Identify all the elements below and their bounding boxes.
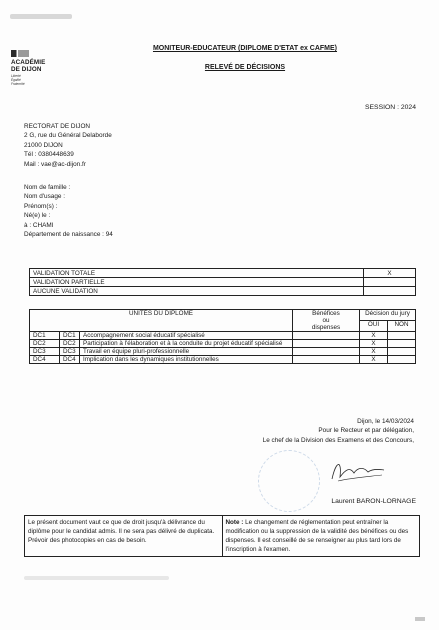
redacted-header-text	[10, 14, 72, 19]
document-title: MONITEUR-EDUCATEUR (DIPLOME D'ETAT ex CAFME)	[152, 45, 338, 52]
rectorat-address: RECTORAT DE DIJON 2 G, rue du Général Delaborde 21000 DIJON Tél : 0380448639 Mail : vae@ac-dijon.fr	[24, 123, 112, 168]
validation-label: AUCUNE VALIDATION	[30, 287, 364, 296]
note-left: Le présent document vaut ce que de droit jusqu'à délivrance du diplôme pour le candidat admis. Il ne sera pas délivré de duplicata. Prévoir des photocopies en cas de besoin.	[25, 516, 223, 557]
redacted-footer-text	[24, 576, 169, 580]
logo-motto: Liberté Égalité Fraternité	[11, 74, 25, 86]
table-row	[30, 287, 416, 296]
candidate-identity: Nom de famille : Nom d'usage : Prénom(s) : Né(e) le : à : CHAMI Département de naissance : 94	[24, 184, 113, 239]
logo-line2: DE DIJON	[11, 66, 42, 73]
official-stamp	[258, 450, 320, 512]
notes-table	[24, 515, 420, 557]
table-row	[30, 278, 416, 287]
place-date: Dijon, le 14/03/2024	[357, 418, 414, 425]
validation-label: VALIDATION TOTALE	[30, 269, 364, 278]
signer-name: Laurent BARON-LORNAGE	[331, 498, 416, 505]
session-label: SESSION : 2024	[364, 104, 416, 111]
benefit-header: Bénéfices ou dispenses	[293, 310, 360, 332]
page-corner-mark	[415, 617, 425, 621]
logo-line1: ACADÉMIE	[11, 59, 46, 66]
decision-header: Décision du jury	[360, 310, 416, 321]
validation-mark	[364, 278, 416, 287]
units-header: UNITÉS DU DIPLÔME	[30, 310, 293, 332]
validation-label: VALIDATION PARTIELLE	[30, 278, 364, 287]
table-row: DC1 DC1 Accompagnement social éducatif spécialisé X	[30, 332, 416, 340]
table-row	[25, 516, 420, 557]
handwritten-signature	[328, 455, 388, 487]
note-right: Note : Le changement de réglementation peut entraîner la modification ou la suppression de la validité des bénéfices ou des dispenses. Il est conseillé de se renseigner au plus tard lors de l'inscription à l'examen.	[222, 516, 420, 557]
validation-mark: X	[364, 269, 416, 278]
non-header: NON	[388, 321, 416, 332]
validation-mark	[364, 287, 416, 296]
table-row: DC2 DC2 Participation à l'élaboration et à la conduite du projet éducatif spécialisé X	[30, 340, 416, 348]
units-table	[29, 309, 416, 364]
academy-logo	[11, 50, 71, 86]
table-row: DC4 DC4 Implication dans les dynamiques institutionnelles X	[30, 356, 416, 364]
table-header-row	[30, 310, 416, 321]
signature-block: Dijon, le 14/03/2024 Pour le Recteur et par délégation, Le chef de la Division des Examens et des Concours,	[262, 418, 414, 444]
table-row	[30, 269, 416, 278]
oui-header: OUI	[360, 321, 388, 332]
table-row: DC3 DC3 Travail en équipe pluri-professionnelle X	[30, 348, 416, 356]
validation-table	[29, 268, 416, 296]
document-subtitle: RELEVÉ DE DÉCISIONS	[204, 64, 286, 71]
republic-flag-icon	[11, 50, 29, 57]
